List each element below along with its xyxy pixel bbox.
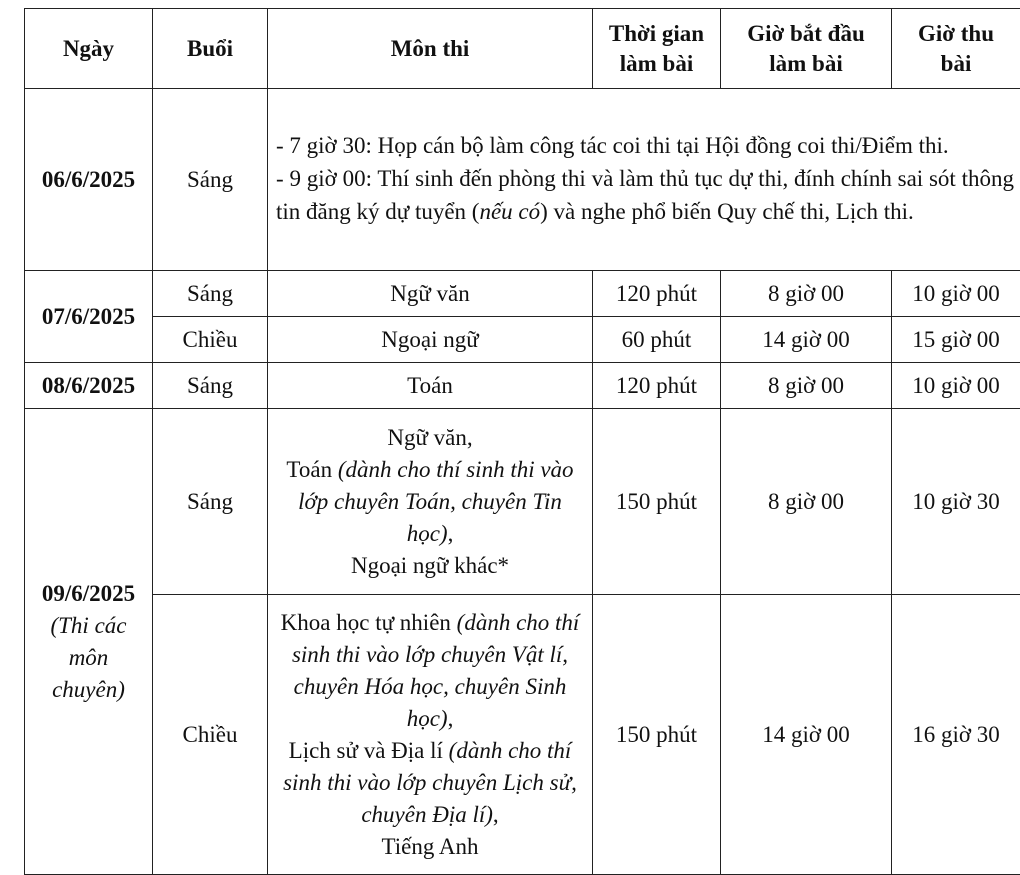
session-cell: Chiều bbox=[153, 595, 268, 875]
table-row bbox=[25, 363, 1020, 409]
session-cell: Sáng bbox=[153, 409, 268, 595]
header-session: Buổi bbox=[153, 9, 268, 89]
instruction-line: - 7 giờ 30: Họp cán bộ làm công tác coi thi tại Hội đồng coi thi/Điểm thi. bbox=[276, 129, 1014, 162]
duration-cell: 150 phút bbox=[593, 409, 721, 595]
session-cell: Sáng bbox=[153, 89, 268, 271]
header-end-time: Giờ thu bài bbox=[892, 9, 1020, 89]
session-cell: Sáng bbox=[153, 271, 268, 317]
header-subject: Môn thi bbox=[268, 9, 593, 89]
start-time-cell: 14 giờ 00 bbox=[721, 595, 892, 875]
session-cell: Sáng bbox=[153, 363, 268, 409]
table-row bbox=[25, 409, 1020, 595]
duration-cell: 120 phút bbox=[593, 363, 721, 409]
exam-schedule-table bbox=[24, 8, 1020, 875]
instruction-line: - 9 giờ 00: Thí sinh đến phòng thi và làm thủ tục dự thi, đính chính sai sót thông tin đăng ký dự tuyển (nếu có) và nghe phổ biến Quy chế thi, Lịch thi. bbox=[276, 162, 1014, 228]
subject-cell: Toán bbox=[268, 363, 593, 409]
subject-line: Ngoại ngữ khác* bbox=[274, 550, 586, 582]
duration-cell: 60 phút bbox=[593, 317, 721, 363]
subject-cell bbox=[268, 409, 593, 595]
date-note: (Thi các môn chuyên) bbox=[31, 610, 146, 706]
start-time-cell: 8 giờ 00 bbox=[721, 409, 892, 595]
date-text: 09/6/2025 bbox=[31, 578, 146, 610]
start-time-cell: 8 giờ 00 bbox=[721, 271, 892, 317]
instructions-cell bbox=[268, 89, 1020, 271]
end-time-cell: 10 giờ 00 bbox=[892, 363, 1020, 409]
header-start-time: Giờ bắt đầu làm bài bbox=[721, 9, 892, 89]
header-row bbox=[25, 9, 1020, 89]
end-time-cell: 10 giờ 30 bbox=[892, 409, 1020, 595]
start-time-cell: 14 giờ 00 bbox=[721, 317, 892, 363]
end-time-cell: 10 giờ 00 bbox=[892, 271, 1020, 317]
date-cell: 07/6/2025 bbox=[25, 271, 153, 363]
date-cell bbox=[25, 409, 153, 875]
end-time-cell: 16 giờ 30 bbox=[892, 595, 1020, 875]
header-duration: Thời gian làm bài bbox=[593, 9, 721, 89]
table-row bbox=[25, 317, 1020, 363]
subject-line: Tiếng Anh bbox=[274, 831, 586, 863]
table-row bbox=[25, 271, 1020, 317]
subject-line: Ngữ văn, bbox=[274, 422, 586, 454]
session-cell: Chiều bbox=[153, 317, 268, 363]
duration-cell: 150 phút bbox=[593, 595, 721, 875]
start-time-cell: 8 giờ 00 bbox=[721, 363, 892, 409]
subject-cell: Ngữ văn bbox=[268, 271, 593, 317]
duration-cell: 120 phút bbox=[593, 271, 721, 317]
subject-line: Toán (dành cho thí sinh thi vào lớp chuyên Toán, chuyên Tin học), bbox=[274, 454, 586, 550]
subject-line: Lịch sử và Địa lí (dành cho thí sinh thi vào lớp chuyên Lịch sử, chuyên Địa lí), bbox=[274, 735, 586, 831]
table-row bbox=[25, 89, 1020, 271]
subject-line: Khoa học tự nhiên (dành cho thí sinh thi vào lớp chuyên Vật lí, chuyên Hóa học, chuyên Sinh học), bbox=[274, 607, 586, 735]
date-cell: 08/6/2025 bbox=[25, 363, 153, 409]
subject-cell: Ngoại ngữ bbox=[268, 317, 593, 363]
end-time-cell: 15 giờ 00 bbox=[892, 317, 1020, 363]
date-cell: 06/6/2025 bbox=[25, 89, 153, 271]
table-row bbox=[25, 595, 1020, 875]
subject-cell bbox=[268, 595, 593, 875]
header-date: Ngày bbox=[25, 9, 153, 89]
